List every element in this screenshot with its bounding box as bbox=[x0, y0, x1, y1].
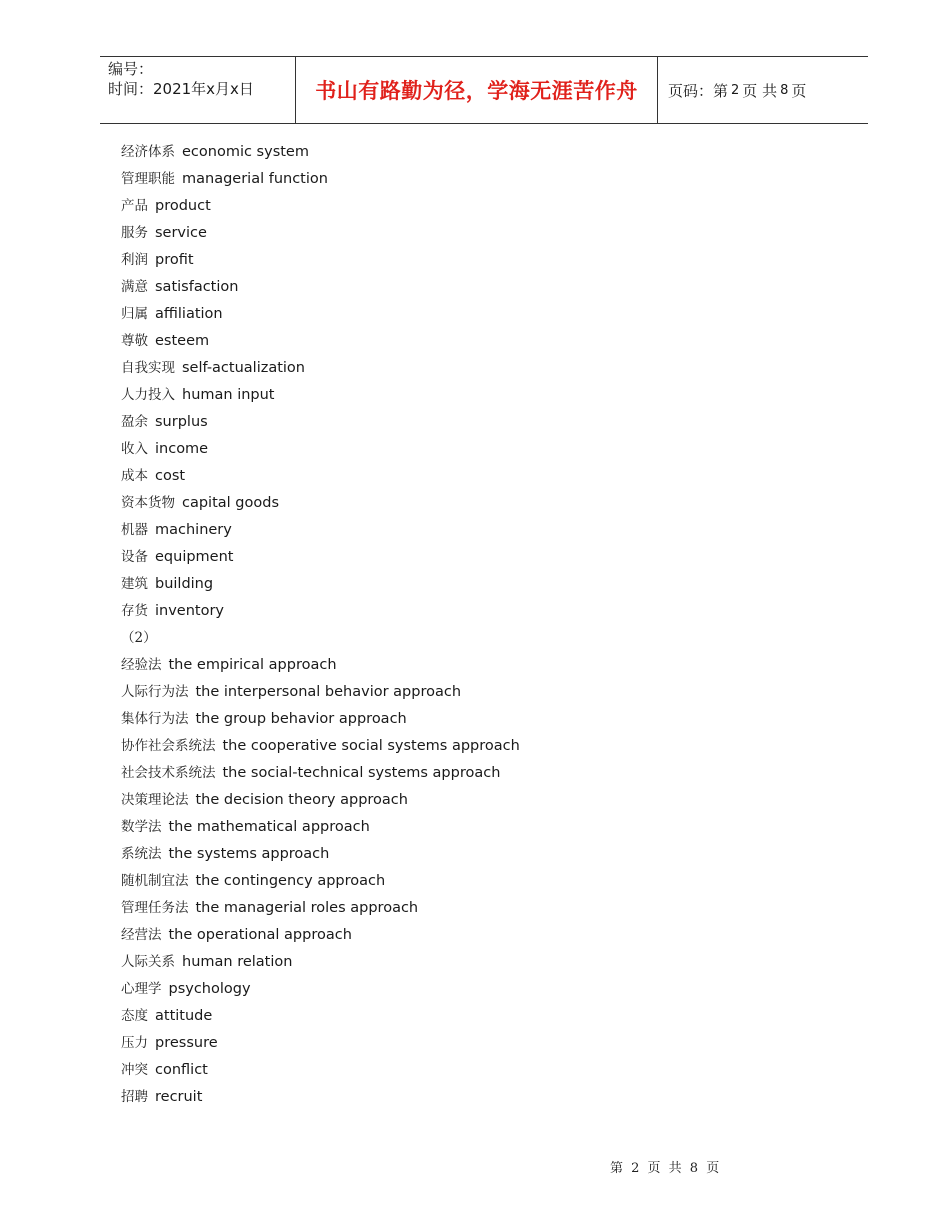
glossary-entry bbox=[121, 814, 520, 841]
glossary-entry bbox=[121, 598, 520, 625]
glossary-entry bbox=[121, 1084, 520, 1111]
glossary-entry bbox=[121, 679, 520, 706]
page-mid: 页 共 bbox=[742, 81, 778, 100]
glossary-entry bbox=[121, 382, 520, 409]
glossary-entry bbox=[121, 220, 520, 247]
entry-english: machinery bbox=[155, 522, 232, 538]
entry-chinese: 集体行为法 bbox=[121, 711, 189, 727]
entry-chinese: 数学法 bbox=[121, 819, 162, 835]
glossary-list bbox=[121, 139, 520, 1111]
entry-chinese: 尊敬 bbox=[121, 333, 148, 349]
entry-english: managerial function bbox=[182, 171, 328, 187]
entry-english: attitude bbox=[155, 1008, 213, 1024]
entry-chinese: 服务 bbox=[121, 225, 148, 241]
entry-chinese: 建筑 bbox=[121, 576, 148, 592]
glossary-entry bbox=[121, 328, 520, 355]
entry-english: the managerial roles approach bbox=[195, 900, 419, 916]
entry-english: profit bbox=[155, 252, 194, 268]
glossary-entry bbox=[121, 463, 520, 490]
entry-english: recruit bbox=[155, 1089, 203, 1105]
entry-english: psychology bbox=[168, 981, 251, 997]
entry-chinese: 归属 bbox=[121, 306, 148, 322]
entry-chinese: 人际行为法 bbox=[121, 684, 189, 700]
glossary-entry bbox=[121, 301, 520, 328]
entry-chinese: 机器 bbox=[121, 522, 148, 538]
header-page-info bbox=[658, 57, 868, 123]
entry-chinese: 态度 bbox=[121, 1008, 148, 1024]
entry-english: the cooperative social systems approach bbox=[222, 738, 520, 754]
entry-english: cost bbox=[155, 468, 186, 484]
glossary-entry bbox=[121, 706, 520, 733]
entry-english: the empirical approach bbox=[168, 657, 337, 673]
entry-english: the interpersonal behavior approach bbox=[195, 684, 462, 700]
entry-chinese: 经验法 bbox=[121, 657, 162, 673]
entry-chinese: 经济体系 bbox=[121, 144, 175, 160]
glossary-entry bbox=[121, 1003, 520, 1030]
glossary-entry bbox=[121, 1057, 520, 1084]
entry-chinese: 冲突 bbox=[121, 1062, 148, 1078]
entry-english: surplus bbox=[155, 414, 208, 430]
header-motto: 书山有路勤为径，学海无涯苦作舟 bbox=[296, 57, 658, 123]
glossary-entry bbox=[121, 409, 520, 436]
entry-english: the contingency approach bbox=[195, 873, 386, 889]
glossary-entry bbox=[121, 895, 520, 922]
entry-chinese: 招聘 bbox=[121, 1089, 148, 1105]
entry-english: inventory bbox=[155, 603, 225, 619]
entry-english: income bbox=[155, 441, 209, 457]
glossary-entry bbox=[121, 571, 520, 598]
entry-english: the decision theory approach bbox=[195, 792, 408, 808]
glossary-entry bbox=[121, 544, 520, 571]
entry-english: building bbox=[155, 576, 214, 592]
entry-chinese: 盈余 bbox=[121, 414, 148, 430]
entry-english: the systems approach bbox=[168, 846, 330, 862]
glossary-entry bbox=[121, 139, 520, 166]
page-suffix: 页 bbox=[791, 81, 807, 100]
entry-chinese: 成本 bbox=[121, 468, 148, 484]
page-current: 2 bbox=[731, 82, 740, 98]
glossary-entry bbox=[121, 976, 520, 1003]
glossary-entry bbox=[121, 868, 520, 895]
entry-chinese: 随机制宜法 bbox=[121, 873, 189, 889]
glossary-entry bbox=[121, 733, 520, 760]
entry-chinese: 决策理论法 bbox=[121, 792, 189, 808]
entry-chinese: 人力投入 bbox=[121, 387, 175, 403]
entry-chinese: 经营法 bbox=[121, 927, 162, 943]
glossary-entry bbox=[121, 787, 520, 814]
glossary-entry bbox=[121, 760, 520, 787]
entry-english: esteem bbox=[155, 333, 210, 349]
number-label: 编号： bbox=[108, 60, 154, 78]
glossary-entry bbox=[121, 841, 520, 868]
glossary-entry bbox=[121, 166, 520, 193]
entry-chinese: 系统法 bbox=[121, 846, 162, 862]
page-footer: 第 2 页 共 8 页 bbox=[610, 1161, 720, 1176]
glossary-entry bbox=[121, 490, 520, 517]
entry-english: human input bbox=[182, 387, 275, 403]
entry-english: the group behavior approach bbox=[195, 711, 407, 727]
header-info bbox=[100, 57, 296, 123]
entry-english: economic system bbox=[182, 144, 309, 160]
entry-chinese: 满意 bbox=[121, 279, 148, 295]
glossary-entry bbox=[121, 625, 520, 652]
time-label: 时间：2021年x月x日 bbox=[108, 80, 254, 98]
entry-english: the mathematical approach bbox=[168, 819, 370, 835]
entry-english: equipment bbox=[155, 549, 234, 565]
entry-chinese: 自我实现 bbox=[121, 360, 175, 376]
entry-english: satisfaction bbox=[155, 279, 239, 295]
page-header bbox=[100, 56, 868, 124]
page-total: 8 bbox=[780, 82, 789, 98]
entry-english: human relation bbox=[182, 954, 293, 970]
entry-chinese: （2） bbox=[121, 630, 157, 646]
glossary-entry bbox=[121, 436, 520, 463]
entry-english: pressure bbox=[155, 1035, 218, 1051]
glossary-entry bbox=[121, 949, 520, 976]
glossary-entry bbox=[121, 517, 520, 544]
entry-english: service bbox=[155, 225, 207, 241]
glossary-entry bbox=[121, 1030, 520, 1057]
entry-english: self-actualization bbox=[182, 360, 305, 376]
entry-chinese: 管理任务法 bbox=[121, 900, 189, 916]
entry-chinese: 利润 bbox=[121, 252, 148, 268]
entry-chinese: 管理职能 bbox=[121, 171, 175, 187]
glossary-entry bbox=[121, 274, 520, 301]
entry-chinese: 人际关系 bbox=[121, 954, 175, 970]
entry-chinese: 心理学 bbox=[121, 981, 162, 997]
glossary-entry bbox=[121, 922, 520, 949]
entry-chinese: 存货 bbox=[121, 603, 148, 619]
entry-english: product bbox=[155, 198, 211, 214]
page-label: 页码：第 bbox=[668, 81, 729, 100]
entry-english: conflict bbox=[155, 1062, 208, 1078]
glossary-entry bbox=[121, 247, 520, 274]
glossary-entry bbox=[121, 355, 520, 382]
entry-english: capital goods bbox=[182, 495, 280, 511]
entry-chinese: 资本货物 bbox=[121, 495, 175, 511]
entry-english: the operational approach bbox=[168, 927, 352, 943]
entry-chinese: 协作社会系统法 bbox=[121, 738, 216, 754]
entry-english: affiliation bbox=[155, 306, 223, 322]
entry-english: the social-technical systems approach bbox=[222, 765, 501, 781]
glossary-entry bbox=[121, 652, 520, 679]
entry-chinese: 社会技术系统法 bbox=[121, 765, 216, 781]
entry-chinese: 压力 bbox=[121, 1035, 148, 1051]
entry-chinese: 设备 bbox=[121, 549, 148, 565]
glossary-entry bbox=[121, 193, 520, 220]
entry-chinese: 收入 bbox=[121, 441, 148, 457]
entry-chinese: 产品 bbox=[121, 198, 148, 214]
